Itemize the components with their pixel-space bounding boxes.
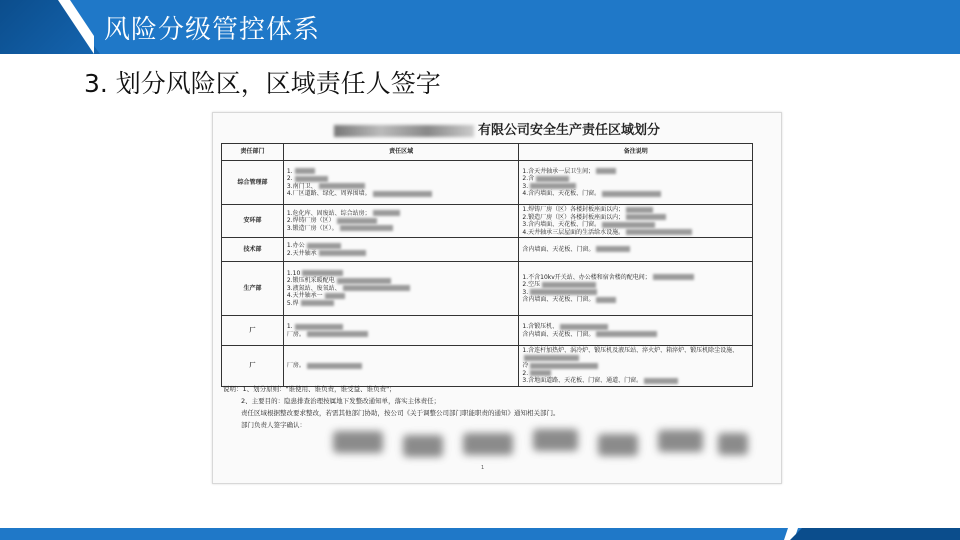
column-header: 责任区域 [283, 144, 519, 161]
dept-cell: 厂 [222, 316, 284, 346]
redacted-text [340, 225, 393, 231]
note-line [522, 206, 749, 214]
note-line [522, 370, 749, 378]
redacted-text [596, 246, 630, 252]
area-line [287, 300, 516, 308]
signature-blur [463, 433, 513, 455]
column-header: 责任部门 [222, 144, 284, 161]
redacted-text [319, 250, 366, 256]
line-text: 4.天井轴承三层屋面的生活给水设施。 [522, 228, 625, 236]
redacted-text [596, 168, 616, 174]
line-text: 1.不含10kv开关站、办公楼和宿舍楼的配电间； [522, 273, 651, 281]
redacted-text [596, 297, 616, 303]
line-text: 4.天井轴承一 [286, 292, 323, 300]
line-text: 3.含地面道路、天花板、门窗、通道、门窗。 [522, 377, 643, 384]
redacted-text [343, 285, 410, 291]
line-text: 2.含 [522, 175, 535, 182]
line-text: 3.南门卫、 [286, 182, 317, 190]
line-text: 2.锻造厂房（区）各楼封板座面以内； [522, 213, 625, 221]
line-text: 3.液氮站、废氧站、 [286, 284, 341, 292]
note-line: 说明：1、划分原则："谁使用、谁负责，谁受益、谁负责"； [223, 385, 396, 393]
line-text: 2. [522, 369, 529, 377]
area-line [287, 183, 516, 191]
note-line [522, 190, 749, 198]
table-row [222, 316, 753, 346]
dept-cell: 厂 [222, 346, 284, 387]
redacted-text [530, 183, 576, 189]
redacted-text [295, 168, 315, 174]
signature-blur [718, 433, 748, 455]
signature-blur [333, 431, 383, 453]
note-line: 责任区域根据整改要求整改，若需其他部门协助，按公司《关于调整公司部门职能职责的通知》通知相关部门。 [241, 409, 560, 417]
redacted-company-name [334, 125, 474, 137]
note-line [522, 296, 749, 304]
line-text: 1.办公 [286, 242, 305, 249]
note-line [522, 229, 749, 237]
note-line [522, 221, 749, 229]
responsibility-table [221, 143, 753, 387]
redacted-signatures [333, 425, 753, 465]
note-cell [519, 262, 753, 316]
area-line [287, 217, 516, 225]
note-line [522, 289, 749, 297]
redacted-text [307, 331, 368, 337]
line-text: 2.天井轴承 [286, 249, 317, 257]
line-text: 冷 [522, 362, 529, 369]
document-notes [223, 383, 763, 431]
redacted-text [626, 229, 692, 235]
note-line: 部门负责人签字确认： [241, 421, 306, 429]
note-line [522, 175, 749, 183]
line-text: 含内墙面、天花板、门窗。 [522, 296, 595, 303]
area-cell [283, 316, 519, 346]
note-cell [519, 161, 753, 205]
area-line [287, 270, 516, 278]
line-text: 2.焊铸厂房（区） [286, 217, 335, 225]
area-line [287, 292, 516, 300]
signature-blur [533, 429, 578, 451]
redacted-text [596, 331, 657, 337]
note-line [522, 168, 749, 176]
line-text: 含内墙面、天花板、门窗。 [522, 245, 595, 253]
table-row [222, 262, 753, 316]
line-text: 厂房。 [286, 362, 305, 369]
redacted-text [653, 274, 694, 280]
dept-cell: 技术部 [222, 238, 284, 262]
line-text: 1.含锻压机、 [522, 323, 559, 330]
line-text: 2.空压 [522, 281, 541, 288]
redacted-text [295, 176, 328, 182]
note-cell [519, 316, 753, 346]
note-line [522, 281, 749, 289]
note-line [522, 183, 749, 191]
area-line [287, 323, 516, 331]
area-line [287, 250, 516, 258]
column-header: 备注说明 [519, 144, 753, 161]
line-text: 1. [286, 167, 293, 175]
slide-header-title: 风险分级管控体系 [104, 15, 321, 45]
redacted-text [560, 324, 608, 330]
line-text: 1.含连杆加热炉、涡冷炉、锻压机及液压站、淬火炉、箱淬炉、锻压机除尘设施、 [522, 347, 739, 354]
redacted-text [307, 243, 341, 249]
note-line [522, 274, 749, 282]
redacted-text [530, 370, 551, 376]
line-text: 1.含天井轴承一层卫生间； [522, 167, 595, 175]
redacted-text [337, 218, 377, 224]
redacted-text [530, 289, 597, 295]
table-row [222, 205, 753, 238]
line-text: 2.锻压机采暖配电 [286, 277, 335, 285]
table-row [222, 346, 753, 387]
line-text: 1. [286, 323, 293, 330]
footer-accent-shape [790, 528, 960, 540]
redacted-text [373, 210, 400, 216]
line-text: 1.危化库、固废站、综合站房； [286, 209, 371, 217]
note-cell [519, 238, 753, 262]
line-text: 3.含内墙面、天花板、门窗。 [522, 221, 601, 228]
table-row [222, 238, 753, 262]
note-line [522, 362, 749, 370]
area-line [287, 242, 516, 250]
note-cell [519, 205, 753, 238]
scanned-document [212, 112, 782, 484]
table-row [222, 161, 753, 205]
slide-subtitle: 3. 划分风险区，区域责任人签字 [84, 69, 441, 98]
area-cell [283, 205, 519, 238]
document-title: 有限公司安全生产责任区域划分 [213, 119, 781, 138]
line-text: 2. [286, 175, 293, 182]
line-text: 含内墙面、天花板、门窗。 [522, 330, 595, 338]
signature-blur [598, 434, 638, 456]
dept-cell: 安环部 [222, 205, 284, 238]
line-text: 3.锻造厂房（区）。 [286, 224, 338, 232]
note-line [522, 331, 749, 339]
redacted-text [530, 363, 598, 369]
signature-blur [403, 435, 443, 457]
area-cell [283, 346, 519, 387]
redacted-text [301, 300, 334, 306]
area-line [287, 362, 516, 370]
dept-cell: 生产部 [222, 262, 284, 316]
line-text: 4.厂区道路、绿化、周界围墙。 [286, 190, 371, 197]
line-text: 1.10 [286, 269, 301, 277]
area-cell [283, 262, 519, 316]
redacted-text [325, 293, 345, 299]
note-line [522, 246, 749, 254]
page-number: 1 [481, 465, 485, 471]
line-text: 5.焊 [286, 299, 299, 307]
area-line [287, 277, 516, 285]
note-cell [519, 346, 753, 387]
area-cell [283, 161, 519, 205]
line-text: 3. [522, 288, 529, 296]
redacted-text [319, 183, 365, 189]
redacted-text [307, 363, 362, 369]
table-header-row [222, 144, 753, 161]
signature-blur [658, 430, 703, 452]
area-line [287, 331, 516, 339]
note-line [522, 347, 749, 362]
note-line [522, 323, 749, 331]
redacted-text [524, 355, 579, 361]
note-line [522, 214, 749, 222]
area-line [287, 190, 516, 198]
redacted-text [295, 324, 343, 330]
area-line [287, 168, 516, 176]
redacted-text [373, 191, 432, 197]
dept-cell: 综合管理部 [222, 161, 284, 205]
redacted-text [626, 207, 653, 213]
redacted-text [542, 282, 596, 288]
line-text: 3. [522, 182, 529, 190]
line-text: 4.含内墙面、天花板、门窗。 [522, 190, 601, 197]
redacted-text [302, 270, 343, 276]
line-text: 厂房。 [286, 330, 305, 338]
redacted-text [602, 191, 661, 197]
redacted-text [626, 214, 666, 220]
area-line [287, 225, 516, 233]
redacted-text [602, 222, 655, 228]
area-line [287, 175, 516, 183]
redacted-text [536, 176, 569, 182]
line-text: 1.焊铸厂房（区）各楼封板座面以内； [522, 206, 625, 213]
area-cell [283, 238, 519, 262]
note-line: 2、主要目的：隐患排查治理按属地下发整改通知单，落实主体责任； [241, 397, 441, 405]
redacted-text [337, 278, 391, 284]
